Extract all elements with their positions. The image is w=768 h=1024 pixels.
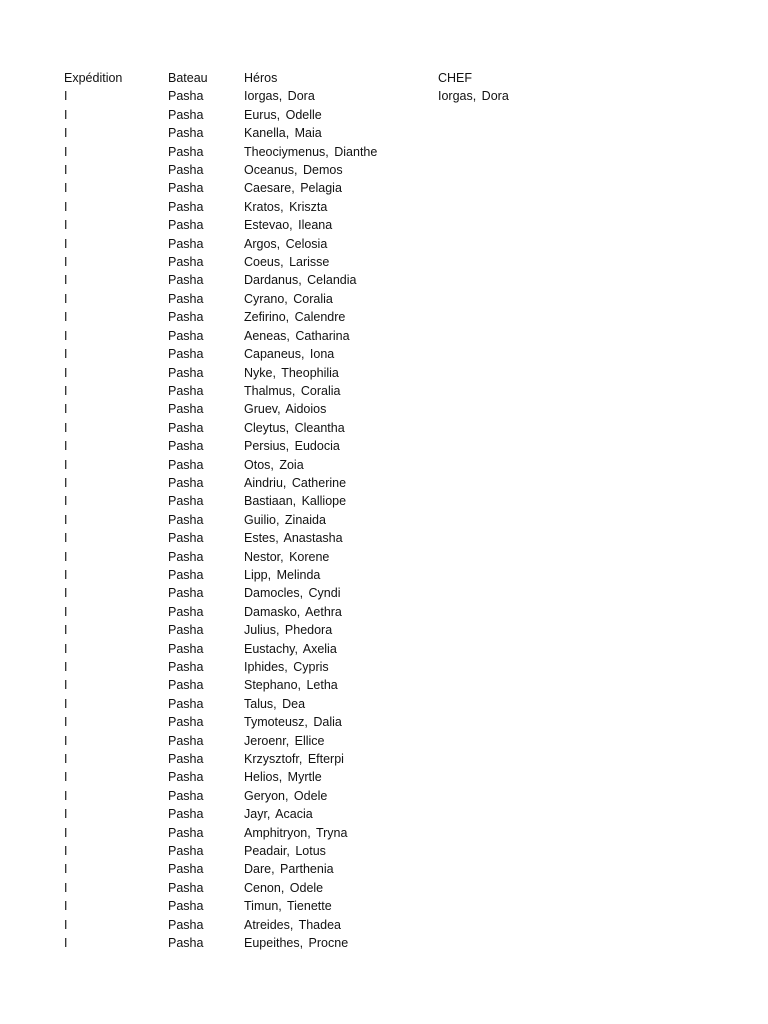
- cell-bateau: Pasha: [168, 531, 204, 546]
- cell-heros: Iphides, Cypris: [244, 660, 329, 674]
- cell-expedition: I: [64, 457, 68, 472]
- cell-chef: [438, 179, 578, 197]
- cell-expedition: I: [64, 89, 68, 104]
- cell-chef: [438, 548, 578, 566]
- cell-chef: [438, 400, 578, 418]
- cell-expedition: I: [64, 641, 68, 656]
- cell-heros: Jeroenr, Ellice: [244, 733, 325, 748]
- cell-bateau: Pasha: [168, 844, 204, 859]
- cell-expedition: I: [64, 660, 68, 674]
- cell-bateau: Pasha: [168, 586, 204, 601]
- cell-bateau: Pasha: [168, 402, 204, 417]
- cell-heros: Krzysztofr, Efterpi: [244, 752, 344, 767]
- cell-chef: [438, 787, 578, 805]
- cell-bateau: Pasha: [168, 144, 204, 159]
- cell-expedition: I: [64, 255, 68, 270]
- cell-bateau: Pasha: [168, 696, 204, 711]
- cell-expedition: I: [64, 291, 68, 306]
- cell-bateau: Pasha: [168, 899, 204, 914]
- cell-chef: [438, 345, 578, 363]
- cell-chef: [438, 235, 578, 253]
- cell-chef: [438, 290, 578, 308]
- cell-expedition: I: [64, 899, 68, 914]
- cell-chef: [438, 492, 578, 510]
- cell-expedition: I: [64, 107, 68, 122]
- cell-bateau: Pasha: [168, 917, 204, 932]
- cell-expedition: I: [64, 844, 68, 859]
- table-row: [64, 400, 578, 418]
- cell-expedition: I: [64, 494, 68, 509]
- cell-bateau: Pasha: [168, 475, 204, 490]
- table-row: [64, 805, 578, 823]
- table-row: [64, 842, 578, 860]
- cell-expedition: I: [64, 623, 68, 638]
- cell-chef: [438, 419, 578, 437]
- cell-expedition: I: [64, 586, 68, 601]
- table-row: [64, 437, 578, 455]
- table-row: [64, 492, 578, 510]
- cell-heros: Nyke, Theophilia: [244, 365, 339, 380]
- cell-chef: [438, 124, 578, 142]
- cell-bateau: Pasha: [168, 660, 204, 674]
- cell-chef: [438, 879, 578, 897]
- cell-heros: Persius, Eudocia: [244, 439, 340, 454]
- cell-expedition: I: [64, 678, 68, 693]
- cell-heros: Argos, Celosia: [244, 236, 328, 251]
- cell-chef: [438, 308, 578, 326]
- cell-chef: [438, 695, 578, 713]
- cell-heros: Theociymenus, Dianthe: [244, 144, 378, 159]
- cell-bateau: Pasha: [168, 752, 204, 767]
- cell-expedition: I: [64, 567, 68, 582]
- cell-bateau: Pasha: [168, 273, 204, 288]
- cell-heros: Dare, Parthenia: [244, 862, 334, 877]
- cell-chef: [438, 824, 578, 842]
- table-row: [64, 143, 578, 161]
- cell-heros: Cyrano, Coralia: [244, 291, 333, 306]
- cell-expedition: I: [64, 752, 68, 767]
- cell-heros: Julius, Phedora: [244, 623, 333, 638]
- cell-chef: [438, 566, 578, 584]
- cell-heros: Guilio, Zinaida: [244, 512, 326, 527]
- cell-bateau: Pasha: [168, 163, 204, 178]
- cell-expedition: I: [64, 328, 68, 343]
- table-row: [64, 253, 578, 271]
- cell-chef: [438, 511, 578, 529]
- table-row: [64, 824, 578, 842]
- table-row: [64, 750, 578, 768]
- cell-chef: [438, 676, 578, 694]
- cell-chef: [438, 916, 578, 934]
- cell-bateau: Pasha: [168, 310, 204, 325]
- cell-bateau: Pasha: [168, 107, 204, 122]
- table-row: [64, 456, 578, 474]
- cell-heros: Atreides, Thadea: [244, 917, 341, 932]
- cell-bateau: Pasha: [168, 604, 204, 619]
- cell-expedition: I: [64, 310, 68, 325]
- table-row: [64, 179, 578, 197]
- table-row: [64, 345, 578, 363]
- cell-expedition: I: [64, 696, 68, 711]
- cell-bateau: Pasha: [168, 457, 204, 472]
- cell-heros: Jayr, Acacia: [244, 807, 313, 822]
- table-row: [64, 161, 578, 179]
- cell-chef: [438, 216, 578, 234]
- table-row: [64, 860, 578, 878]
- table-row: [64, 327, 578, 345]
- table-row: [64, 290, 578, 308]
- table-row: [64, 235, 578, 253]
- cell-expedition: I: [64, 936, 68, 951]
- cell-expedition: I: [64, 880, 68, 895]
- roster-table: [64, 69, 578, 953]
- cell-chef: [438, 437, 578, 455]
- cell-chef: [438, 106, 578, 124]
- cell-bateau: Pasha: [168, 567, 204, 582]
- cell-bateau: Pasha: [168, 549, 204, 564]
- roster-header: [64, 69, 578, 87]
- cell-heros: Eustachy, Axelia: [244, 641, 337, 656]
- cell-chef: [438, 161, 578, 179]
- cell-bateau: Pasha: [168, 825, 204, 840]
- cell-heros: Iorgas, Dora: [244, 89, 315, 104]
- cell-chef: [438, 860, 578, 878]
- cell-chef: [438, 934, 578, 952]
- table-row: [64, 934, 578, 952]
- cell-heros: Cleytus, Cleantha: [244, 420, 345, 435]
- cell-chef: [438, 198, 578, 216]
- cell-chef: [438, 474, 578, 492]
- cell-heros: Estevao, Ileana: [244, 218, 333, 233]
- cell-expedition: I: [64, 825, 68, 840]
- cell-heros: Damocles, Cyndi: [244, 586, 341, 601]
- cell-heros: Bastiaan, Kalliope: [244, 494, 347, 509]
- cell-bateau: Pasha: [168, 199, 204, 214]
- table-row: [64, 419, 578, 437]
- table-row: [64, 603, 578, 621]
- cell-heros: Nestor, Korene: [244, 549, 330, 564]
- table-row: [64, 106, 578, 124]
- cell-expedition: I: [64, 273, 68, 288]
- table-row: [64, 198, 578, 216]
- cell-chef: [438, 364, 578, 382]
- cell-bateau: Pasha: [168, 733, 204, 748]
- cell-chef: [438, 253, 578, 271]
- cell-chef: [438, 640, 578, 658]
- cell-chef: [438, 750, 578, 768]
- cell-bateau: Pasha: [168, 347, 204, 362]
- cell-expedition: I: [64, 144, 68, 159]
- cell-chef: [438, 805, 578, 823]
- cell-heros: Helios, Myrtle: [244, 770, 322, 785]
- cell-expedition: I: [64, 788, 68, 803]
- table-row: [64, 308, 578, 326]
- table-row: [64, 584, 578, 602]
- cell-bateau: Pasha: [168, 807, 204, 822]
- header-heros: Héros: [244, 71, 278, 85]
- cell-expedition: I: [64, 365, 68, 380]
- cell-heros: Kratos, Kriszta: [244, 199, 328, 214]
- cell-heros: Cenon, Odele: [244, 880, 324, 895]
- cell-bateau: Pasha: [168, 218, 204, 233]
- header-expedition: Expédition: [64, 71, 123, 85]
- cell-chef: [438, 713, 578, 731]
- cell-heros: Thalmus, Coralia: [244, 383, 341, 398]
- cell-heros: Oceanus, Demos: [244, 163, 343, 178]
- table-row: [64, 713, 578, 731]
- cell-expedition: I: [64, 199, 68, 214]
- cell-heros: Tymoteusz, Dalia: [244, 715, 342, 730]
- cell-heros: Eupeithes, Procne: [244, 936, 349, 951]
- cell-chef: [438, 768, 578, 786]
- cell-bateau: Pasha: [168, 678, 204, 693]
- cell-expedition: I: [64, 604, 68, 619]
- cell-bateau: Pasha: [168, 255, 204, 270]
- cell-bateau: Pasha: [168, 126, 204, 141]
- table-row: [64, 511, 578, 529]
- cell-expedition: I: [64, 420, 68, 435]
- cell-bateau: Pasha: [168, 936, 204, 951]
- cell-expedition: I: [64, 218, 68, 233]
- cell-heros: Amphitryon, Tryna: [244, 825, 348, 840]
- cell-bateau: Pasha: [168, 439, 204, 454]
- table-row: [64, 364, 578, 382]
- cell-bateau: Pasha: [168, 328, 204, 343]
- cell-chef: [438, 529, 578, 547]
- cell-bateau: Pasha: [168, 512, 204, 527]
- cell-heros: Otos, Zoia: [244, 457, 304, 472]
- table-row: [64, 621, 578, 639]
- cell-expedition: I: [64, 439, 68, 454]
- cell-heros: Caesare, Pelagia: [244, 181, 342, 196]
- table-row: [64, 382, 578, 400]
- cell-chef: [438, 897, 578, 915]
- cell-expedition: I: [64, 549, 68, 564]
- table-row: [64, 87, 578, 105]
- table-row: [64, 676, 578, 694]
- roster-body: [64, 87, 578, 952]
- cell-chef: [438, 382, 578, 400]
- cell-chef: [438, 842, 578, 860]
- cell-heros: Gruev, Aidoios: [244, 402, 327, 417]
- cell-expedition: I: [64, 126, 68, 141]
- cell-chef: [438, 584, 578, 602]
- cell-bateau: Pasha: [168, 181, 204, 196]
- header-chef: CHEF: [438, 71, 473, 85]
- header-row: [64, 69, 578, 87]
- table-row: [64, 529, 578, 547]
- cell-expedition: I: [64, 733, 68, 748]
- cell-expedition: I: [64, 383, 68, 398]
- cell-bateau: Pasha: [168, 880, 204, 895]
- table-row: [64, 897, 578, 915]
- cell-chef: [438, 732, 578, 750]
- cell-heros: Coeus, Larisse: [244, 255, 330, 270]
- table-row: [64, 879, 578, 897]
- table-row: [64, 916, 578, 934]
- table-row: [64, 548, 578, 566]
- cell-heros: Aindriu, Catherine: [244, 475, 347, 490]
- cell-chef: [438, 456, 578, 474]
- table-row: [64, 271, 578, 289]
- cell-bateau: Pasha: [168, 788, 204, 803]
- cell-heros: Timun, Tienette: [244, 899, 332, 914]
- cell-expedition: I: [64, 181, 68, 196]
- cell-heros: Dardanus, Celandia: [244, 273, 357, 288]
- cell-bateau: Pasha: [168, 862, 204, 877]
- cell-bateau: Pasha: [168, 236, 204, 251]
- cell-bateau: Pasha: [168, 89, 204, 104]
- cell-expedition: I: [64, 807, 68, 822]
- cell-chef: [438, 603, 578, 621]
- cell-chef: [438, 658, 578, 676]
- cell-heros: Capaneus, Iona: [244, 347, 335, 362]
- cell-chef: [438, 621, 578, 639]
- cell-heros: Zefirino, Calendre: [244, 310, 346, 325]
- cell-bateau: Pasha: [168, 715, 204, 730]
- cell-chef: Iorgas, Dora: [438, 89, 509, 104]
- cell-chef: [438, 143, 578, 161]
- cell-expedition: I: [64, 770, 68, 785]
- cell-heros: Stephano, Letha: [244, 678, 338, 693]
- cell-expedition: I: [64, 163, 68, 178]
- cell-bateau: Pasha: [168, 623, 204, 638]
- table-row: [64, 474, 578, 492]
- table-row: [64, 124, 578, 142]
- cell-expedition: I: [64, 236, 68, 251]
- cell-expedition: I: [64, 512, 68, 527]
- cell-heros: Geryon, Odele: [244, 788, 328, 803]
- table-row: [64, 216, 578, 234]
- cell-bateau: Pasha: [168, 383, 204, 398]
- table-row: [64, 768, 578, 786]
- cell-bateau: Pasha: [168, 291, 204, 306]
- cell-expedition: I: [64, 347, 68, 362]
- cell-heros: Eurus, Odelle: [244, 107, 322, 122]
- table-row: [64, 695, 578, 713]
- cell-heros: Aeneas, Catharina: [244, 328, 350, 343]
- cell-bateau: Pasha: [168, 420, 204, 435]
- cell-heros: Lipp, Melinda: [244, 567, 321, 582]
- cell-bateau: Pasha: [168, 494, 204, 509]
- cell-expedition: I: [64, 402, 68, 417]
- cell-heros: Damasko, Aethra: [244, 604, 342, 619]
- cell-expedition: I: [64, 531, 68, 546]
- cell-expedition: I: [64, 917, 68, 932]
- cell-expedition: I: [64, 862, 68, 877]
- cell-heros: Estes, Anastasha: [244, 531, 343, 546]
- cell-heros: Kanella, Maia: [244, 126, 322, 141]
- cell-heros: Peadair, Lotus: [244, 844, 326, 859]
- table-row: [64, 566, 578, 584]
- cell-heros: Talus, Dea: [244, 696, 306, 711]
- table-row: [64, 658, 578, 676]
- table-row: [64, 640, 578, 658]
- cell-bateau: Pasha: [168, 641, 204, 656]
- cell-chef: [438, 327, 578, 345]
- cell-expedition: I: [64, 715, 68, 730]
- table-row: [64, 732, 578, 750]
- cell-expedition: I: [64, 475, 68, 490]
- cell-bateau: Pasha: [168, 770, 204, 785]
- table-row: [64, 787, 578, 805]
- cell-chef: [438, 271, 578, 289]
- cell-bateau: Pasha: [168, 365, 204, 380]
- header-bateau: Bateau: [168, 71, 208, 85]
